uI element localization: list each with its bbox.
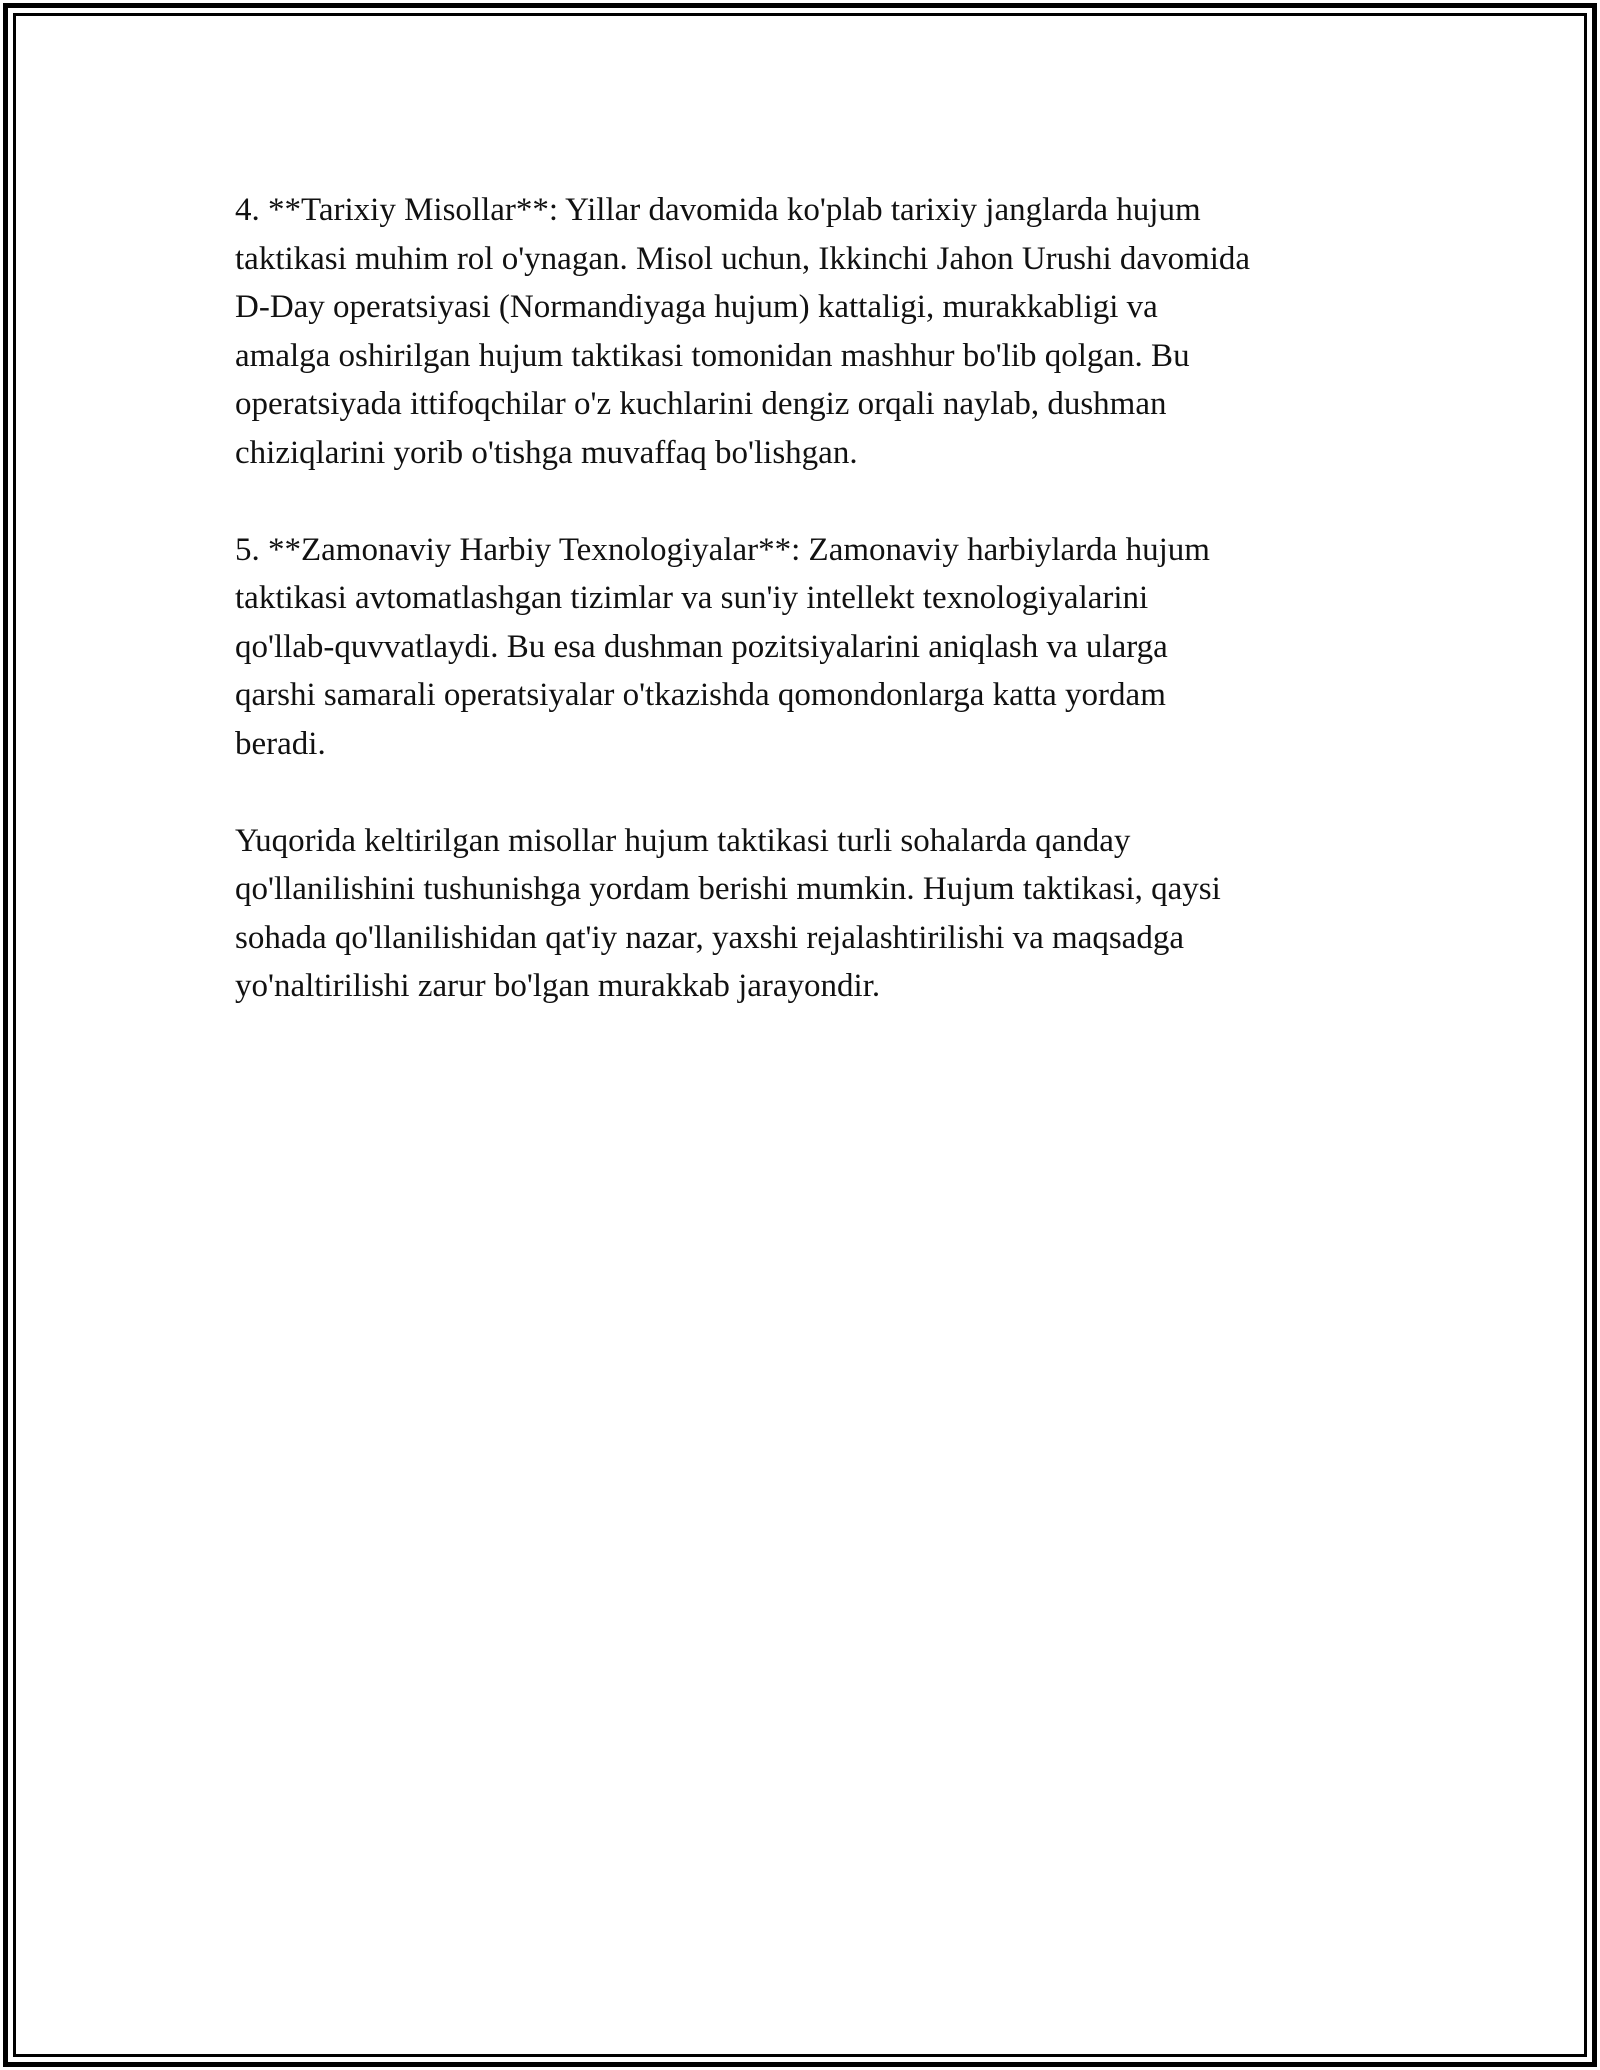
paragraph-modern-military-technologies: 5. **Zamonaviy Harbiy Texnologiyalar**: Zamonaviy harbiylarda hujum taktikasi avtomatlashgan tizimlar va sun'iy intellekt texnologiyalarini qo'llab-quvvatlaydi. Bu esa dushman pozitsiyalarini aniqlash va ularga qarshi samarali operatsiyalar o'tkazishda qomondonlarga katta yordam beradi. — [235, 531, 1210, 762]
paragraph-historical-examples: 4. **Tarixiy Misollar**: Yillar davomida ko'plab tarixiy janglarda hujum taktikasi muhim rol o'ynagan. Misol uchun, Ikkinchi Jahon Urushi davomida D-Day operatsiyasi (Normandiyaga hujum) kattaligi, murakkabligi va amalga oshirilgan hujum taktikasi tomonidan mashhur bo'lib qolgan. Bu operatsiyada ittifoqchilar o'z kuchlarini dengiz orqali naylab, dushman chiziqlarini yorib o'tishga muvaffaq bo'lishgan. — [235, 192, 1251, 471]
document-body — [235, 186, 1395, 1059]
paragraph-conclusion: Yuqorida keltirilgan misollar hujum taktikasi turli sohalarda qanday qo'llanilishini tushunishga yordam berishi mumkin. Hujum taktikasi, qaysi sohada qo'llanilishidan qat'iy nazar, yaxshi rejalashtirilishi va maqsadga yo'naltirilishi zarur bo'lgan murakkab jarayondir. — [235, 822, 1221, 1004]
